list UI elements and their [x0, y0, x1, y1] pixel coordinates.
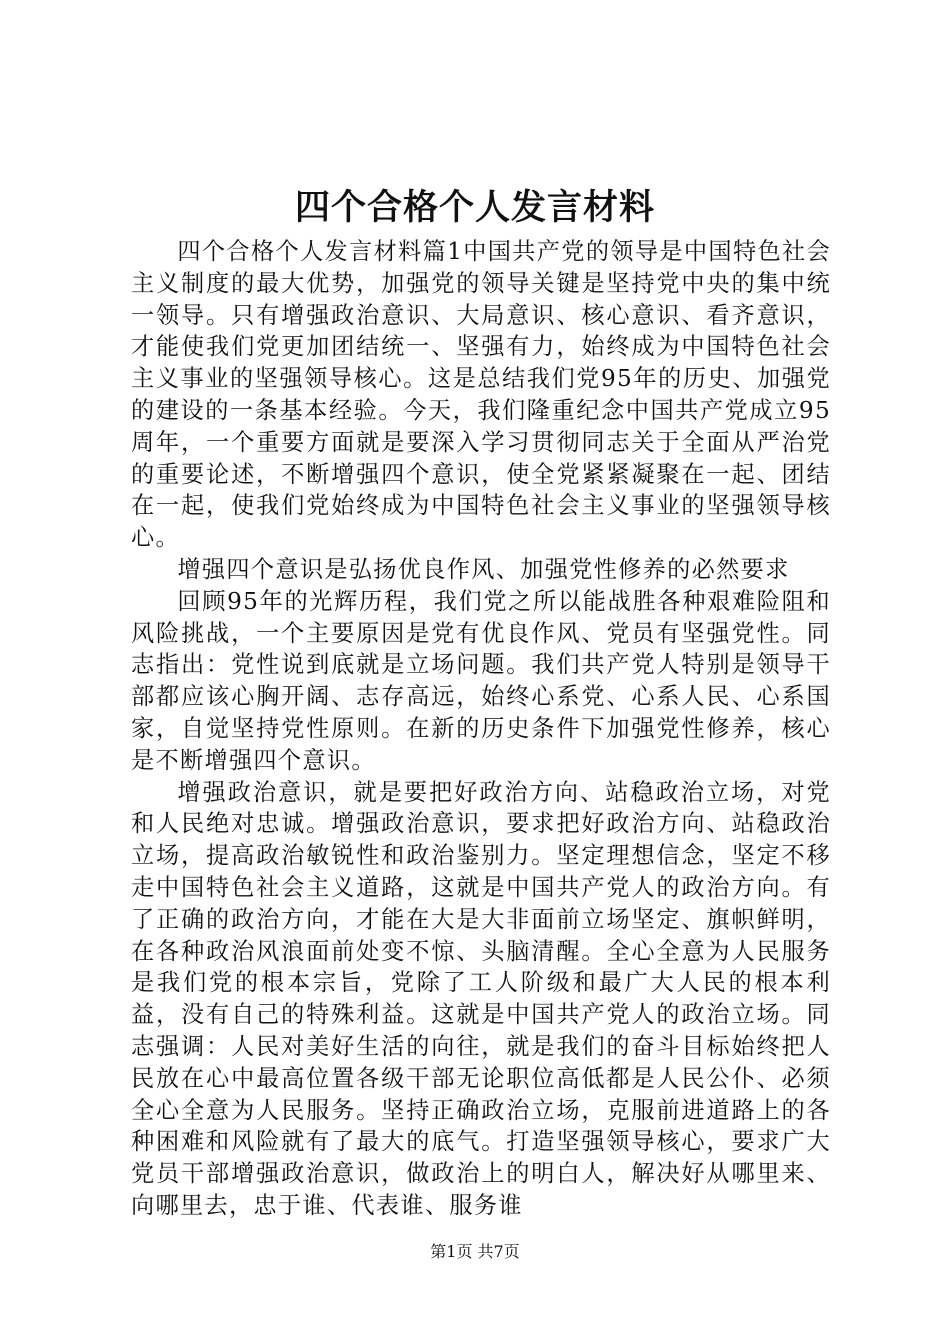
page-number-total: 共7页 [477, 1242, 520, 1261]
paragraph: 增强政治意识，就是要把好政治方向、站稳政治立场，对党和人民绝对忠诚。增强政治意识，要求把好政治方向、站稳政治立场，提高政治敏锐性和政治鉴别力。坚定理想信念，坚定不移走中国特色社会主义道路，这就是中国共产党人的政治方向。有了正确的政治方向，才能在大是大非面前立场坚定、旗帜鲜明，在各种政治风浪面前处变不惊、头脑清醒。全心全意为人民服务是我们党的根本宗旨，党除了工人阶级和最广大人民的根本利益，没有自己的特殊利益。这就是中国共产党人的政治立场。同志强调：人民对美好生活的向往，就是我们的奋斗目标始终把人民放在心中最高位置各级干部无论职位高低都是人民公仆、必须全心全意为人民服务。坚持正确政治立场，克服前进道路上的各种困难和风险就有了最大的底气。打造坚强领导核心，要求广大党员干部增强政治意识，做政治上的明白人，解决好从哪里来、向哪里去，忠于谁、代表谁、服务谁 [131, 778, 831, 1219]
paragraph: 四个合格个人发言材料篇1中国共产党的领导是中国特色社会主义制度的最大优势，加强党的领导关键是坚持党中央的集中统一领导。只有增强政治意识、大局意识、核心意识、看齐意识，才能使我们党更加团结统一、坚强有力，始终成为中国特色社会主义事业的坚强领导核心。这是总结我们党95年的历史、加强党的建设的一条基本经验。今天，我们隆重纪念中国共产党成立95周年，一个重要方面就是要深入学习贯彻同志关于全面从严治党的重要论述，不断增强四个意识，使全党紧紧凝聚在一起、团结在一起，使我们党始终成为中国特色社会主义事业的坚强领导核心。 [131, 238, 831, 552]
paragraph: 增强四个意识是弘扬优良作风、加强党性修养的必然要求 [177, 555, 790, 583]
document-body [131, 236, 831, 1222]
page-number-current: 第1页 [430, 1242, 473, 1261]
page-footer [0, 1240, 950, 1264]
document-title: 四个合格个人发言材料 [294, 187, 655, 228]
paragraph: 回顾95年的光辉历程，我们党之所以能战胜各种艰难险阻和风险挑战，一个主要原因是党有优良作风、党员有坚强党性。同志指出：党性说到底就是立场问题。我们共产党人特别是领导干部都应该心胸开阔、志存高远，始终心系党、心系人民、心系国家，自觉坚持党性原则。在新的历史条件下加强党性修养，核心是不断增强四个意识。 [131, 587, 831, 774]
